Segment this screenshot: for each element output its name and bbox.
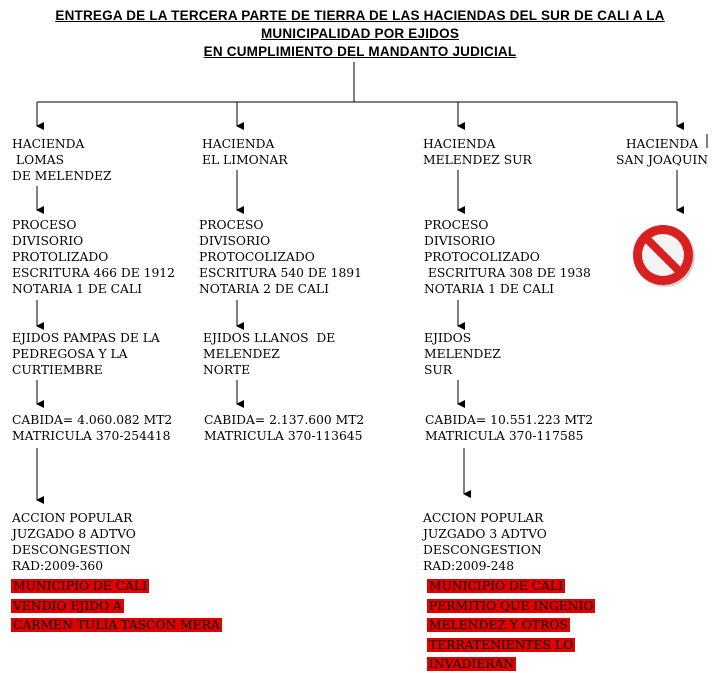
col3-accion [423, 510, 547, 574]
line: MATRICULA 370-254418 [12, 429, 171, 443]
title-line-3: EN CUMPLIMIENTO DEL MANDANTO JUDICIAL [203, 44, 517, 59]
col1-proceso [12, 217, 175, 297]
col1-ejidos [12, 330, 160, 378]
col1-hacienda [12, 136, 112, 184]
highlight-line: MUNICIPIO DE CALI [13, 579, 148, 593]
highlight-line: MUNICIPIO DE CALI [429, 579, 564, 593]
title-line-1: ENTREGA DE LA TERCERA PARTE DE TIERRA DE LAS HACIENDAS DEL SUR DE CALI A LA [55, 8, 665, 23]
line: HACIENDA [625, 137, 699, 151]
line: PROCESO [424, 218, 489, 232]
line: EJIDOS [424, 331, 472, 345]
line: NOTARIA 1 DE CALI [12, 282, 142, 296]
line: CABIDA= 10.551.223 MT2 [425, 413, 594, 427]
line: EJIDOS LLANOS DE [203, 331, 336, 345]
line: ACCION POPULAR [12, 511, 133, 525]
line: RAD:2009-360 [12, 559, 104, 573]
line: MELENDEZ [424, 347, 501, 361]
col1-accion [12, 510, 136, 574]
highlight-line: CARMEN TULIA TASCON MERA [13, 618, 220, 632]
line: ESCRITURA 540 DE 1891 [199, 266, 362, 280]
line: EL LIMONAR [202, 153, 288, 167]
col1-highlight [11, 575, 222, 634]
col2-ejidos [203, 330, 335, 378]
line: MELENDEZ SUR [423, 153, 532, 167]
line: ESCRITURA 308 DE 1938 [424, 266, 591, 280]
line: JUZGADO 3 ADTVO [423, 527, 547, 541]
col3-highlight [427, 575, 595, 673]
line: ESCRITURA 466 DE 1912 [12, 266, 175, 280]
col1-cabida [12, 412, 172, 444]
col2-proceso [199, 217, 362, 297]
col3-proceso [424, 217, 591, 297]
col3-ejidos [424, 330, 501, 378]
title-line-2: MUNICIPALIDAD POR EJIDOS [260, 26, 460, 41]
line: MATRICULA 370-113645 [204, 429, 363, 443]
col3-hacienda [423, 136, 532, 168]
prohibited-icon [628, 220, 700, 292]
line: SAN JOAQUIN [616, 153, 708, 167]
highlight-line: VENDIO EJIDO A [13, 598, 122, 613]
line: HACIENDA [423, 137, 496, 151]
line: PROTOLIZADO [12, 250, 109, 264]
line: NOTARIA 2 DE CALI [199, 282, 329, 296]
col3-cabida [425, 412, 593, 444]
col2-hacienda [202, 136, 288, 168]
col2-cabida [204, 412, 364, 444]
line: HACIENDA [12, 137, 85, 151]
highlight-line: PERMITIO QUE INGENIO [429, 598, 594, 613]
col4-hacienda [612, 136, 712, 168]
line: NOTARIA 1 DE CALI [424, 282, 554, 296]
line: PROTOCOLIZADO [199, 250, 315, 264]
highlight-line: INVADIERAN [429, 657, 515, 671]
line: PEDREGOSA Y LA [12, 347, 128, 361]
line: LOMAS [12, 153, 65, 167]
line: RAD:2009-248 [423, 559, 515, 573]
line: MATRICULA 370-117585 [425, 429, 584, 443]
line: CURTIEMBRE [12, 363, 103, 377]
line: NORTE [203, 363, 251, 377]
highlight-line: TERRATENIENTES LO [429, 637, 574, 652]
line: PROCESO [12, 218, 77, 232]
line: EJIDOS PAMPAS DE LA [12, 331, 160, 345]
line: DESCONGESTION [423, 543, 542, 557]
line: DIVISORIO [424, 234, 496, 248]
line: JUZGADO 8 ADTVO [12, 527, 136, 541]
line: SUR [424, 363, 453, 377]
line: PROCESO [199, 218, 264, 232]
line: CABIDA= 2.137.600 MT2 [204, 413, 365, 427]
line: MELENDEZ [203, 347, 280, 361]
highlight-line: MELENDEZ Y OTROS [429, 618, 568, 632]
line: DE MELENDEZ [12, 169, 112, 183]
line: PROTOCOLIZADO [424, 250, 540, 264]
line: HACIENDA [202, 137, 275, 151]
line: DIVISORIO [12, 234, 84, 248]
line: ACCION POPULAR [423, 511, 544, 525]
line: DIVISORIO [199, 234, 271, 248]
line: CABIDA= 4.060.082 MT2 [12, 413, 173, 427]
line: DESCONGESTION [12, 543, 131, 557]
